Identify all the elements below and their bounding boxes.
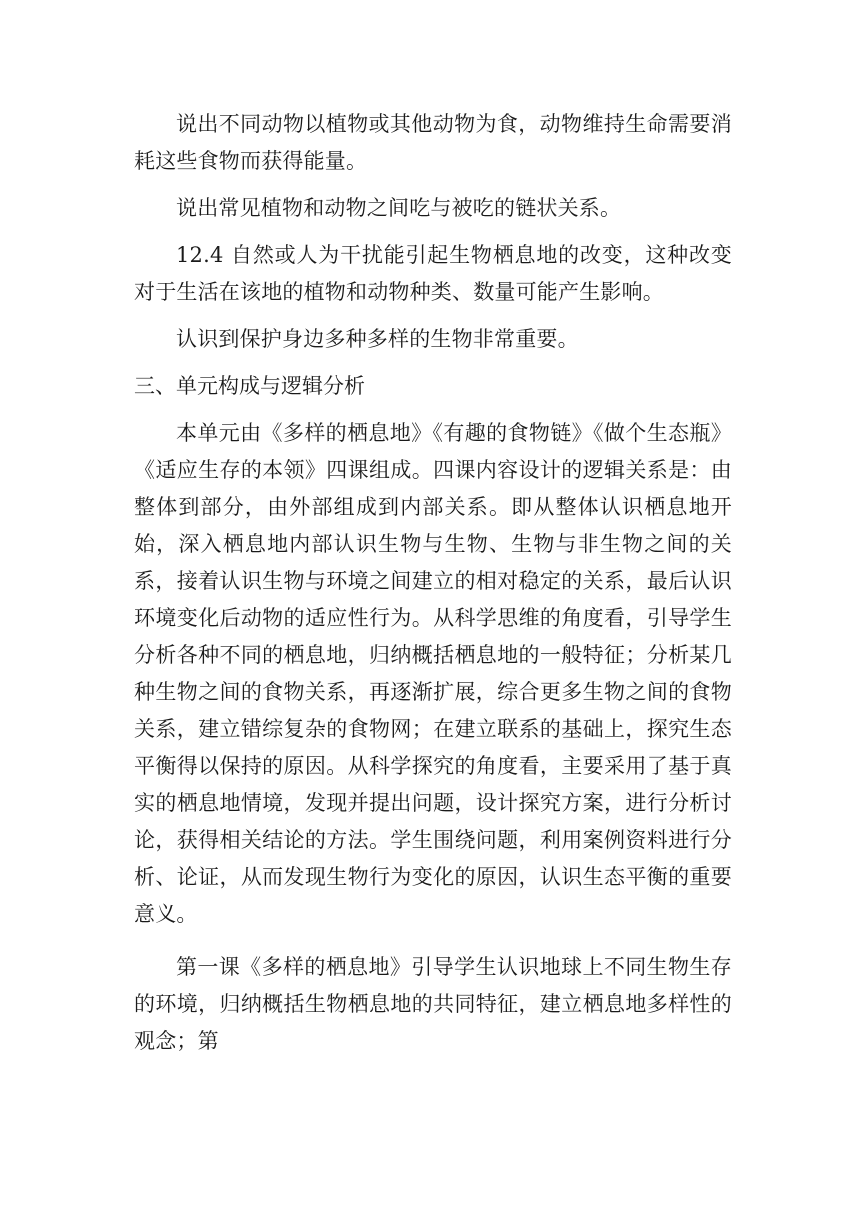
paragraph-unit-structure: 本单元由《多样的栖息地》《有趣的食物链》《做个生态瓶》《适应生存的本领》四课组成。四课内容设计的逻辑关系是：由整体到部分，由外部组成到内部关系。即从整体认识栖息地开始，深入栖息地内部认识生物与生物、生物与非生物之间的关系，接着认识生物与环境之间建立的相对稳定的关系，最后认识环境变化后动物的适应性行为。从科学思维的角度看，引导学生分析各种不同的栖息地，归纳概括栖息地的一般特征；分析某几种生物之间的食物关系，再逐渐扩展，综合更多生物之间的食物关系，建立错综复杂的食物网；在建立联系的基础上，探究生态平衡得以保持的原因。从科学探究的角度看，主要采用了基于真实的栖息地情境，发现并提出问题，设计探究方案，进行分析讨论，获得相关结论的方法。学生围绕问题，利用案例资料进行分析、论证，从而发现生物行为变化的原因，认识生态平衡的重要意义。	[134, 421, 732, 926]
paragraph-habitat-change: 12.4 自然或人为干扰能引起生物栖息地的改变，这种改变对于生活在该地的植物和动物种类、数量可能产生影响。	[134, 243, 732, 304]
paragraph-protect-biodiversity: 认识到保护身边多种多样的生物非常重要。	[176, 327, 579, 351]
paragraph-food-chain: 说出常见植物和动物之间吃与被吃的链状关系。	[176, 196, 622, 220]
section-heading: 三、单元构成与逻辑分析	[134, 374, 365, 398]
paragraph-animals-energy: 说出不同动物以植物或其他动物为食，动物维持生命需要消耗这些食物而获得能量。	[134, 112, 732, 173]
paragraph-lesson-one: 第一课《多样的栖息地》引导学生认识地球上不同生物生存的环境，归纳概括生物栖息地的共同特征，建立栖息地多样性的观念；第	[134, 955, 732, 1053]
